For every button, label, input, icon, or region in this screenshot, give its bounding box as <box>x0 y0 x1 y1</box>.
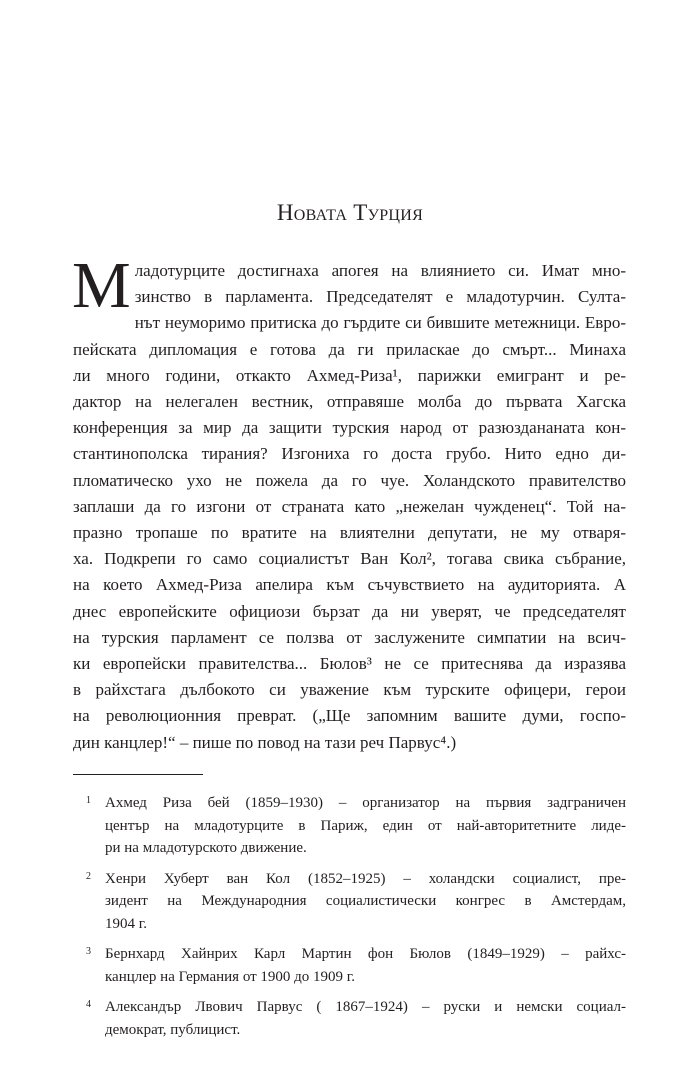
footnote-text <box>105 996 626 1041</box>
body-line: дин канцлер!“ – пише по повод на тази реч Парвус⁴.) <box>73 732 457 752</box>
footnote-line: зидент на Международния социалистически конгрес в Амстердам, <box>105 893 626 909</box>
footnote-line: Александър Лвович Парвус ( 1867–1924) – руски и немски социал- <box>105 999 626 1015</box>
footnote-divider <box>73 774 203 775</box>
body-line: зинство в парламента. Председателят е младотурчин. Султа- <box>134 287 626 307</box>
footnote-line: канцлер на Германия от 1900 до 1909 г. <box>105 968 356 985</box>
footnote-number: 2 <box>86 870 91 882</box>
footnote-text <box>105 868 626 936</box>
body-line: заплаши да го изгони от страната като „нежелан чужденец“. Той на- <box>73 496 626 516</box>
body-line: конференция за мир да защити турския народ от разюздананата кон- <box>73 418 626 438</box>
footnote-number: 4 <box>86 999 91 1010</box>
footnotes-section <box>73 792 626 1049</box>
body-line: пейската дипломация е готова да ги приласкае до смърт... Минаха <box>73 339 626 359</box>
body-line: стантинополска тирания? Изгониха го доста грубо. Нито едно ди- <box>73 444 626 464</box>
body-line: празно тропаше по вратите на влиятелни депутати, не му отваря- <box>73 523 626 543</box>
footnote-number: 1 <box>86 795 91 806</box>
footnote <box>73 868 626 936</box>
footnote-line: ри на младотурското движение. <box>105 840 307 856</box>
body-line: днес европейските официози бързат да ни уверят, че председателят <box>73 601 626 621</box>
footnote-number: 3 <box>86 946 91 957</box>
footnote-line: 1904 г. <box>105 915 147 932</box>
footnote <box>73 943 626 988</box>
drop-cap: М <box>72 249 131 322</box>
footnote <box>73 996 626 1041</box>
footnote-line: Бернхард Хайнрих Карл Мартин фон Бюлов (1849–1929) – райхс- <box>105 946 626 962</box>
footnote-line: Ахмед Риза бей (1859–1930) – организатор на първия задграничен <box>105 795 626 811</box>
body-line: в райхстага дълбокото си уважение към турските офицери, герои <box>73 680 626 700</box>
body-line: ладотурците достигнаха апогея на влиянието си. Имат мно- <box>134 261 626 280</box>
footnote-line: демократ, публицист. <box>105 1021 241 1038</box>
body-line: пломатическо ухо не пожела да го чуе. Холандското правителство <box>73 470 626 490</box>
body-line: на турския парламент се ползва от заслужените симпатии на всич- <box>73 627 626 647</box>
footnote-line: Хенри Хуберт ван Кол (1852–1925) – холандски социалист, пре- <box>105 870 626 887</box>
body-line: ли много години, откакто Ахмед-Риза¹, парижки емигрант и ре- <box>73 365 626 385</box>
chapter-title: Новата Турция <box>276 200 424 225</box>
body-line: ки европейски правителства... Бюлов³ не се притеснява да изразява <box>73 654 626 674</box>
footnote-text <box>105 792 626 860</box>
footnote-text <box>105 943 626 988</box>
body-line: на революционния преврат. („Ще запомним вашите думи, госпо- <box>73 706 626 726</box>
body-line: дактор на нелегален вестник, отправяше молба до първата Хагска <box>73 392 626 412</box>
footnote-line: център на младотурците в Париж, един от най-авторитетните лиде- <box>105 817 626 834</box>
body-line: ха. Подкрепи го само социалистът Ван Кол², тогава свика събрание, <box>73 549 626 569</box>
body-line: нът неуморимо притиска до гърдите си бившите метежници. Евро- <box>134 313 626 333</box>
body-line: на което Ахмед-Риза апелира към съчувствието на аудиторията. А <box>73 575 626 595</box>
footnote <box>73 792 626 860</box>
body-paragraph <box>72 249 626 756</box>
